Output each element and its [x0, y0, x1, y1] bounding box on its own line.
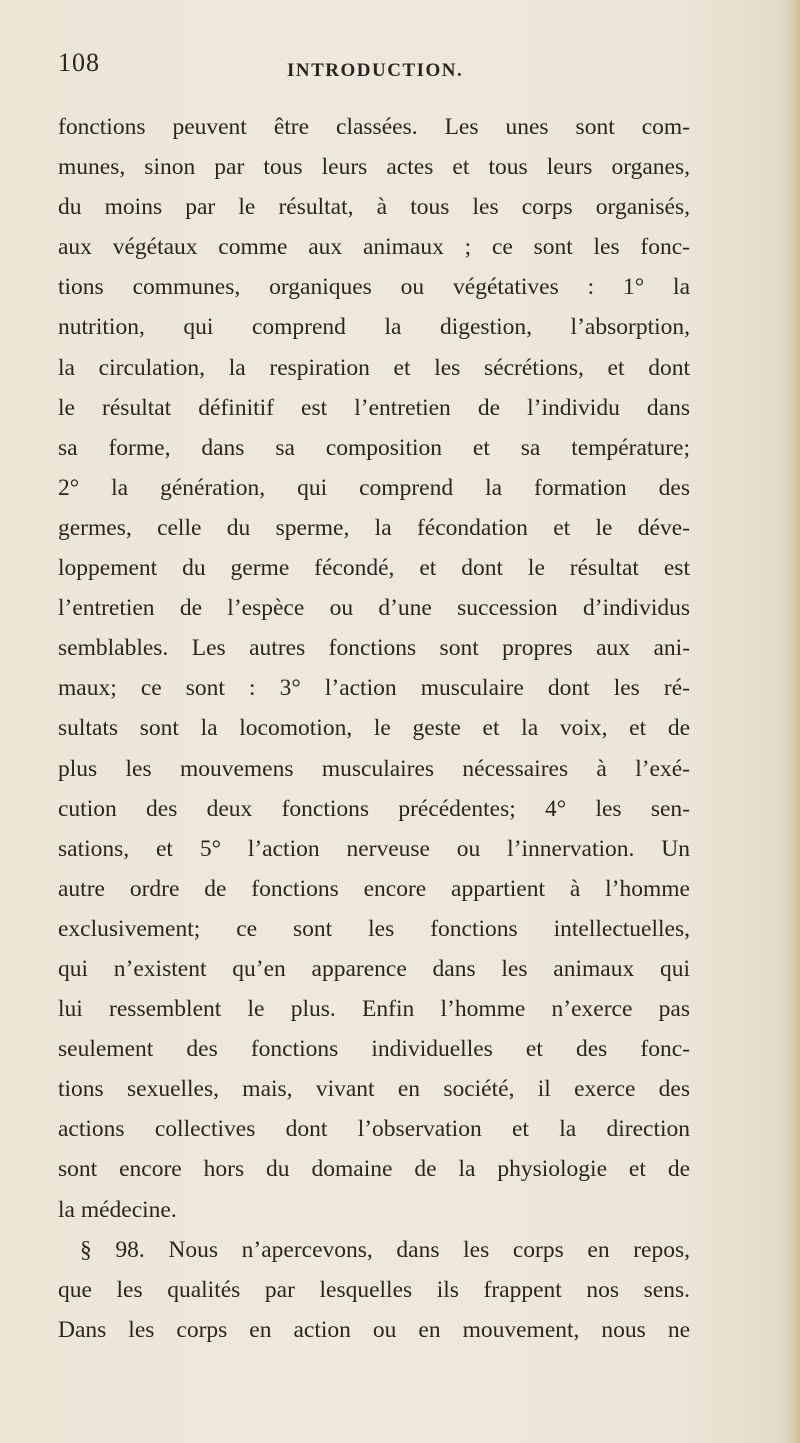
text-line: exclusivement; ce sont les fonctions intellectuelles,	[58, 915, 690, 942]
text-line: du moins par le résultat, à tous les corps organisés,	[58, 194, 690, 221]
text-line: sations, et 5° l’action nerveuse ou l’innervation. Un	[58, 835, 690, 862]
text-line: seulement des fonctions individuelles et des fonc-	[58, 1036, 690, 1063]
text-line: maux; ce sont : 3° l’action musculaire dont les ré-	[58, 675, 690, 702]
text-line: l’entretien de l’espèce ou d’une succession d’individus	[58, 595, 690, 622]
text-line: aux végétaux comme aux animaux ; ce sont les fonc-	[58, 234, 690, 261]
text-line: la circulation, la respiration et les sécrétions, et dont	[58, 354, 690, 381]
text-line: semblables. Les autres fonctions sont propres aux ani-	[58, 635, 690, 662]
text-line: fonctions peuvent être classées. Les unes sont com-	[58, 114, 690, 140]
text-line: la médecine.	[58, 1196, 177, 1223]
page-number: 108	[58, 48, 100, 77]
text-line: plus les mouvemens musculaires nécessaires à l’exé-	[58, 755, 690, 782]
page-edge-shadow	[786, 0, 800, 1443]
text-line: Dans les corps en action ou en mouvement, nous ne	[58, 1316, 690, 1343]
text-line: tions communes, organiques ou végétatives : 1° la	[58, 274, 690, 301]
text-line: que les qualités par lesquelles ils frappent nos sens.	[58, 1276, 690, 1303]
body-text	[58, 107, 690, 1350]
text-line: tions sexuelles, mais, vivant en société, il exerce des	[58, 1076, 690, 1103]
text-line: le résultat définitif est l’entretien de l’individu dans	[58, 394, 690, 421]
text-line: autre ordre de fonctions encore appartient à l’homme	[58, 875, 690, 902]
text-line: sa forme, dans sa composition et sa température;	[58, 434, 690, 461]
text-line: lui ressemblent le plus. Enfin l’homme n’exerce pas	[58, 996, 690, 1023]
text-line: loppement du germe fécondé, et dont le résultat est	[58, 555, 690, 582]
text-line: sont encore hors du domaine de la physiologie et de	[58, 1156, 690, 1183]
text-line: actions collectives dont l’observation et la direction	[58, 1116, 690, 1143]
text-line: nutrition, qui comprend la digestion, l’absorption,	[58, 314, 690, 341]
text-line: § 98. Nous n’apercevons, dans les corps en repos,	[80, 1236, 690, 1263]
running-title: INTRODUCTION.	[287, 60, 464, 81]
text-line: sultats sont la locomotion, le geste et la voix, et de	[58, 715, 690, 742]
text-line: germes, celle du sperme, la fécondation et le déve-	[58, 514, 690, 541]
text-line: munes, sinon par tous leurs actes et tous leurs organes,	[58, 154, 690, 181]
text-line: qui n’existent qu’en apparence dans les animaux qui	[58, 955, 690, 982]
text-line: 2° la génération, qui comprend la formation des	[58, 474, 690, 501]
text-line: cution des deux fonctions précédentes; 4° les sen-	[58, 795, 690, 822]
